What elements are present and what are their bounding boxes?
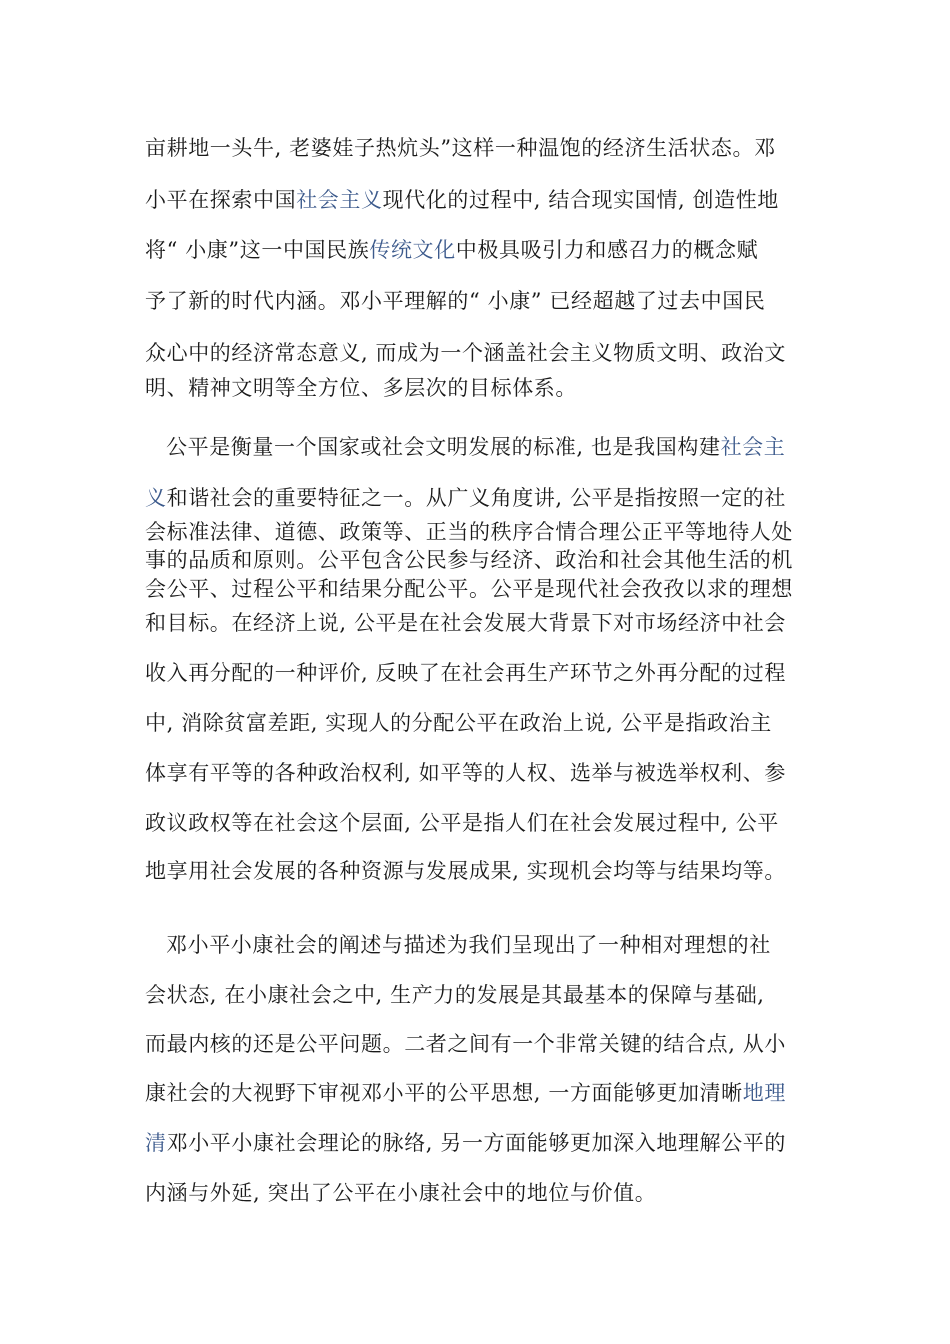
link-socialism[interactable]: 社会主义 <box>296 188 383 212</box>
link-socialism-harmonious-cont[interactable]: 义 <box>145 486 167 510</box>
link-geography-cont[interactable]: 清 <box>145 1131 167 1155</box>
text-segment: 收入再分配的一种评价, 反映了在社会再生产环节之外再分配的过程 <box>145 661 786 685</box>
text-segment: 会状态, 在小康社会之中, 生产力的发展是其最基本的保障与基础, <box>145 983 765 1007</box>
text-segment: 会标准法律、道德、政策等、正当的秩序合情合理公正平等地待人处 <box>145 520 793 544</box>
text-segment: 中, 消除贫富差距, 实现人的分配公平在政治上说, 公平是指政治主 <box>145 711 772 735</box>
text-segment: 会公平、过程公平和结果分配公平。公平是现代社会孜孜以求的理想 <box>145 577 793 601</box>
text-segment: 事的品质和原则。公平包含公民参与经济、政治和社会其他生活的机 <box>145 548 793 572</box>
text-segment: 体享有平等的各种政治权利, 如平等的人权、选举与被选举权利、参 <box>145 761 786 785</box>
text-segment: 邓小平小康社会理论的脉络, 另一方面能够更加深入地理解公平的 <box>166 1131 786 1155</box>
paragraph-2-line-7 <box>145 659 786 687</box>
paragraph-2-line-2 <box>145 484 786 512</box>
paragraph-3-line-2 <box>145 981 765 1009</box>
text-segment: 予了新的时代内涵。邓小平理解的“ 小康” 已经超越了过去中国民 <box>145 289 766 313</box>
paragraph-1-line-6 <box>145 374 577 402</box>
text-segment: 公平是衡量一个国家或社会文明发展的标准, 也是我国构建 <box>166 435 721 459</box>
text-segment: 小平在探索中国 <box>145 188 297 212</box>
paragraph-2-line-8 <box>145 709 772 737</box>
text-segment: 现代化的过程中, 结合现实国情, 创造性地 <box>382 188 779 212</box>
paragraph-1-line-1 <box>145 134 776 162</box>
text-segment: 和谐社会的重要特征之一。从广义角度讲, 公平是指按照一定的社 <box>166 486 786 510</box>
link-traditional-culture[interactable]: 传统文化 <box>369 238 456 262</box>
paragraph-2-line-11 <box>145 857 786 885</box>
text-segment: 将“ 小康”这一中国民族 <box>145 238 370 262</box>
paragraph-1-line-3 <box>145 236 758 264</box>
text-segment: 明、精神文明等全方位、多层次的目标体系。 <box>145 376 577 400</box>
paragraph-3-line-1 <box>166 931 771 959</box>
paragraph-2-line-6 <box>145 609 786 637</box>
text-segment: 邓小平小康社会的阐述与描述为我们呈现出了一种相对理想的社 <box>166 933 771 957</box>
paragraph-3-line-3 <box>145 1030 786 1058</box>
text-segment: 政议政权等在社会这个层面, 公平是指人们在社会发展过程中, 公平 <box>145 811 779 835</box>
paragraph-1-line-5 <box>145 339 786 367</box>
text-segment: 内涵与外延, 突出了公平在小康社会中的地位与价值。 <box>145 1181 657 1205</box>
text-segment: 地享用社会发展的各种资源与发展成果, 实现机会均等与结果均等。 <box>145 859 786 883</box>
paragraph-2-line-3 <box>145 518 793 546</box>
paragraph-2-line-5 <box>145 575 793 603</box>
paragraph-2-line-10 <box>145 809 779 837</box>
paragraph-2-line-4 <box>145 546 793 574</box>
link-socialism-harmonious[interactable]: 社会主 <box>720 435 786 459</box>
text-segment: 和目标。在经济上说, 公平是在社会发展大背景下对市场经济中社会 <box>145 611 786 635</box>
paragraph-2-line-9 <box>145 759 786 787</box>
paragraph-2-line-1 <box>166 433 785 461</box>
text-segment: 中极具吸引力和感召力的概念赋 <box>455 238 759 262</box>
paragraph-1-line-4 <box>145 287 765 315</box>
text-segment: 亩耕地一头牛, 老婆娃子热炕头”这样一种温饱的经济生活状态。邓 <box>145 136 776 160</box>
text-segment: 众心中的经济常态意义, 而成为一个涵盖社会主义物质文明、政治文 <box>145 341 786 365</box>
paragraph-1-line-2 <box>145 186 779 214</box>
paragraph-3-line-6 <box>145 1179 656 1207</box>
text-segment: 康社会的大视野下审视邓小平的公平思想, 一方面能够更加清晰 <box>145 1081 743 1105</box>
paragraph-3-line-5 <box>145 1129 786 1157</box>
paragraph-3-line-4 <box>145 1079 786 1107</box>
link-geography[interactable]: 地理 <box>742 1081 786 1105</box>
text-segment: 而最内核的还是公平问题。二者之间有一个非常关键的结合点, 从小 <box>145 1032 786 1056</box>
